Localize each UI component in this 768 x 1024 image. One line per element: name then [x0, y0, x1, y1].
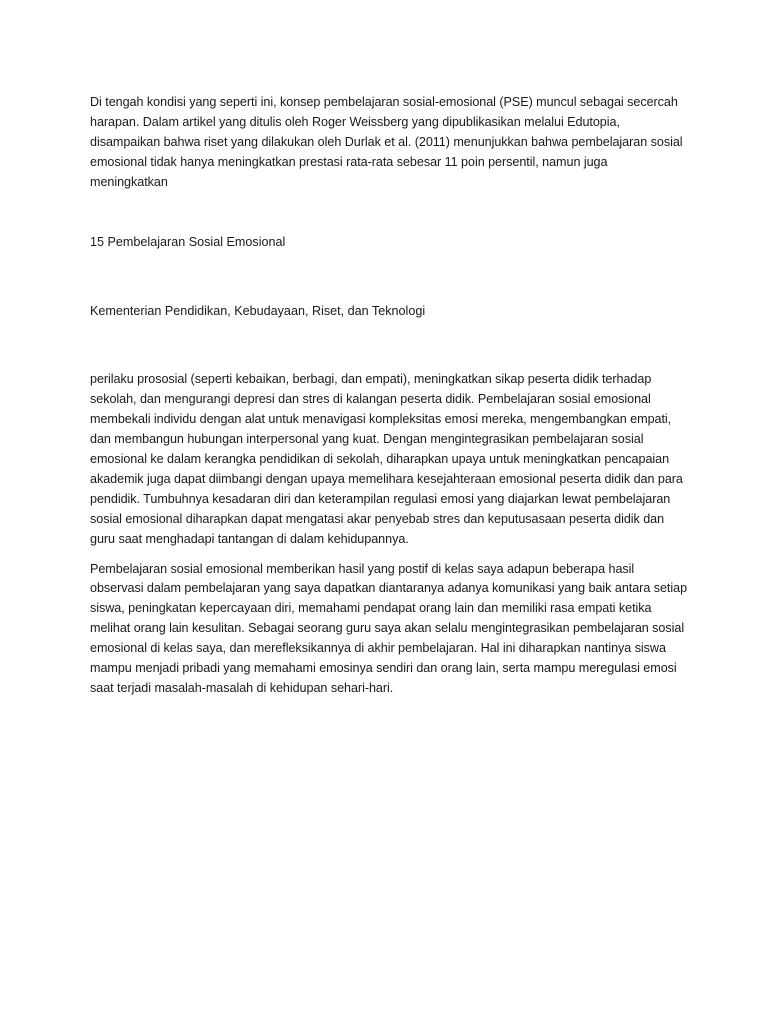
paragraph-reflection: Pembelajaran sosial emosional memberikan hasil yang postif di kelas saya adapun beberapa hasil observasi dalam pembelajaran yang saya dapatkan diantaranya adanya komunikasi yang baik antara setiap siswa, peningkatan kepercayaan diri, memahami pendapat orang lain dan memiliki rasa empati ketika melihat orang lain kesulitan. Sebagai seorang guru saya akan selalu mengintegrasikan pembelajaran sosial emosional di kelas saya, dan merefleksikannya di akhir pembelajaran. Hal ini diharapkan nantinya siswa mampu menjadi pribadi yang memahami emosinya sendiri dan orang lain, serta mampu meregulasi emosi saat terjadi masalah-masalah di kehidupan sehari-hari.	[90, 561, 688, 695]
page-footer-organization: Kementerian Pendidikan, Kebudayaan, Riset, dan Teknologi	[90, 304, 426, 319]
paragraph-intro: Di tengah kondisi yang seperti ini, konsep pembelajaran sosial-emosional (PSE) muncul sebagai secercah harapan. Dalam artikel yang ditulis oleh Roger Weissberg yang dipublikasikan melalui Edutopia, disampaikan bahwa riset yang dilakukan oleh Durlak et al. (2011) menunjukkan bahwa pembelajaran sosial emosional tidak hanya meningkatkan prestasi rata-rata sebesar 11 poin persentil, namun juga meningkatkan	[90, 95, 683, 189]
page-header-title: 15 Pembelajaran Sosial Emosional	[90, 234, 286, 249]
document-body	[90, 93, 688, 699]
paragraph-benefits: perilaku prososial (seperti kebaikan, berbagi, dan empati), meningkatkan sikap peserta didik terhadap sekolah, dan mengurangi depresi dan stres di kalangan peserta didik. Pembelajaran sosial emosional membekali individu dengan alat untuk menavigasi kompleksitas emosi mereka, mengembangkan empati, dan membangun hubungan interpersonal yang kuat. Dengan mengintegrasikan pembelajaran sosial emosional ke dalam kerangka pendidikan di sekolah, diharapkan upaya untuk meningkatkan pencapaian akademik juga dapat diimbangi dengan upaya memelihara kesejahteraan emosional peserta didik dan para pendidik. Tumbuhnya kesadaran diri dan keterampilan regulasi emosi yang diajarkan lewat pembelajaran sosial emosional diharapkan dapat mengatasi akar penyebab stres dan keputusasaan peserta didik dan guru saat menghadapi tantangan di dalam kehidupannya.	[90, 372, 683, 546]
